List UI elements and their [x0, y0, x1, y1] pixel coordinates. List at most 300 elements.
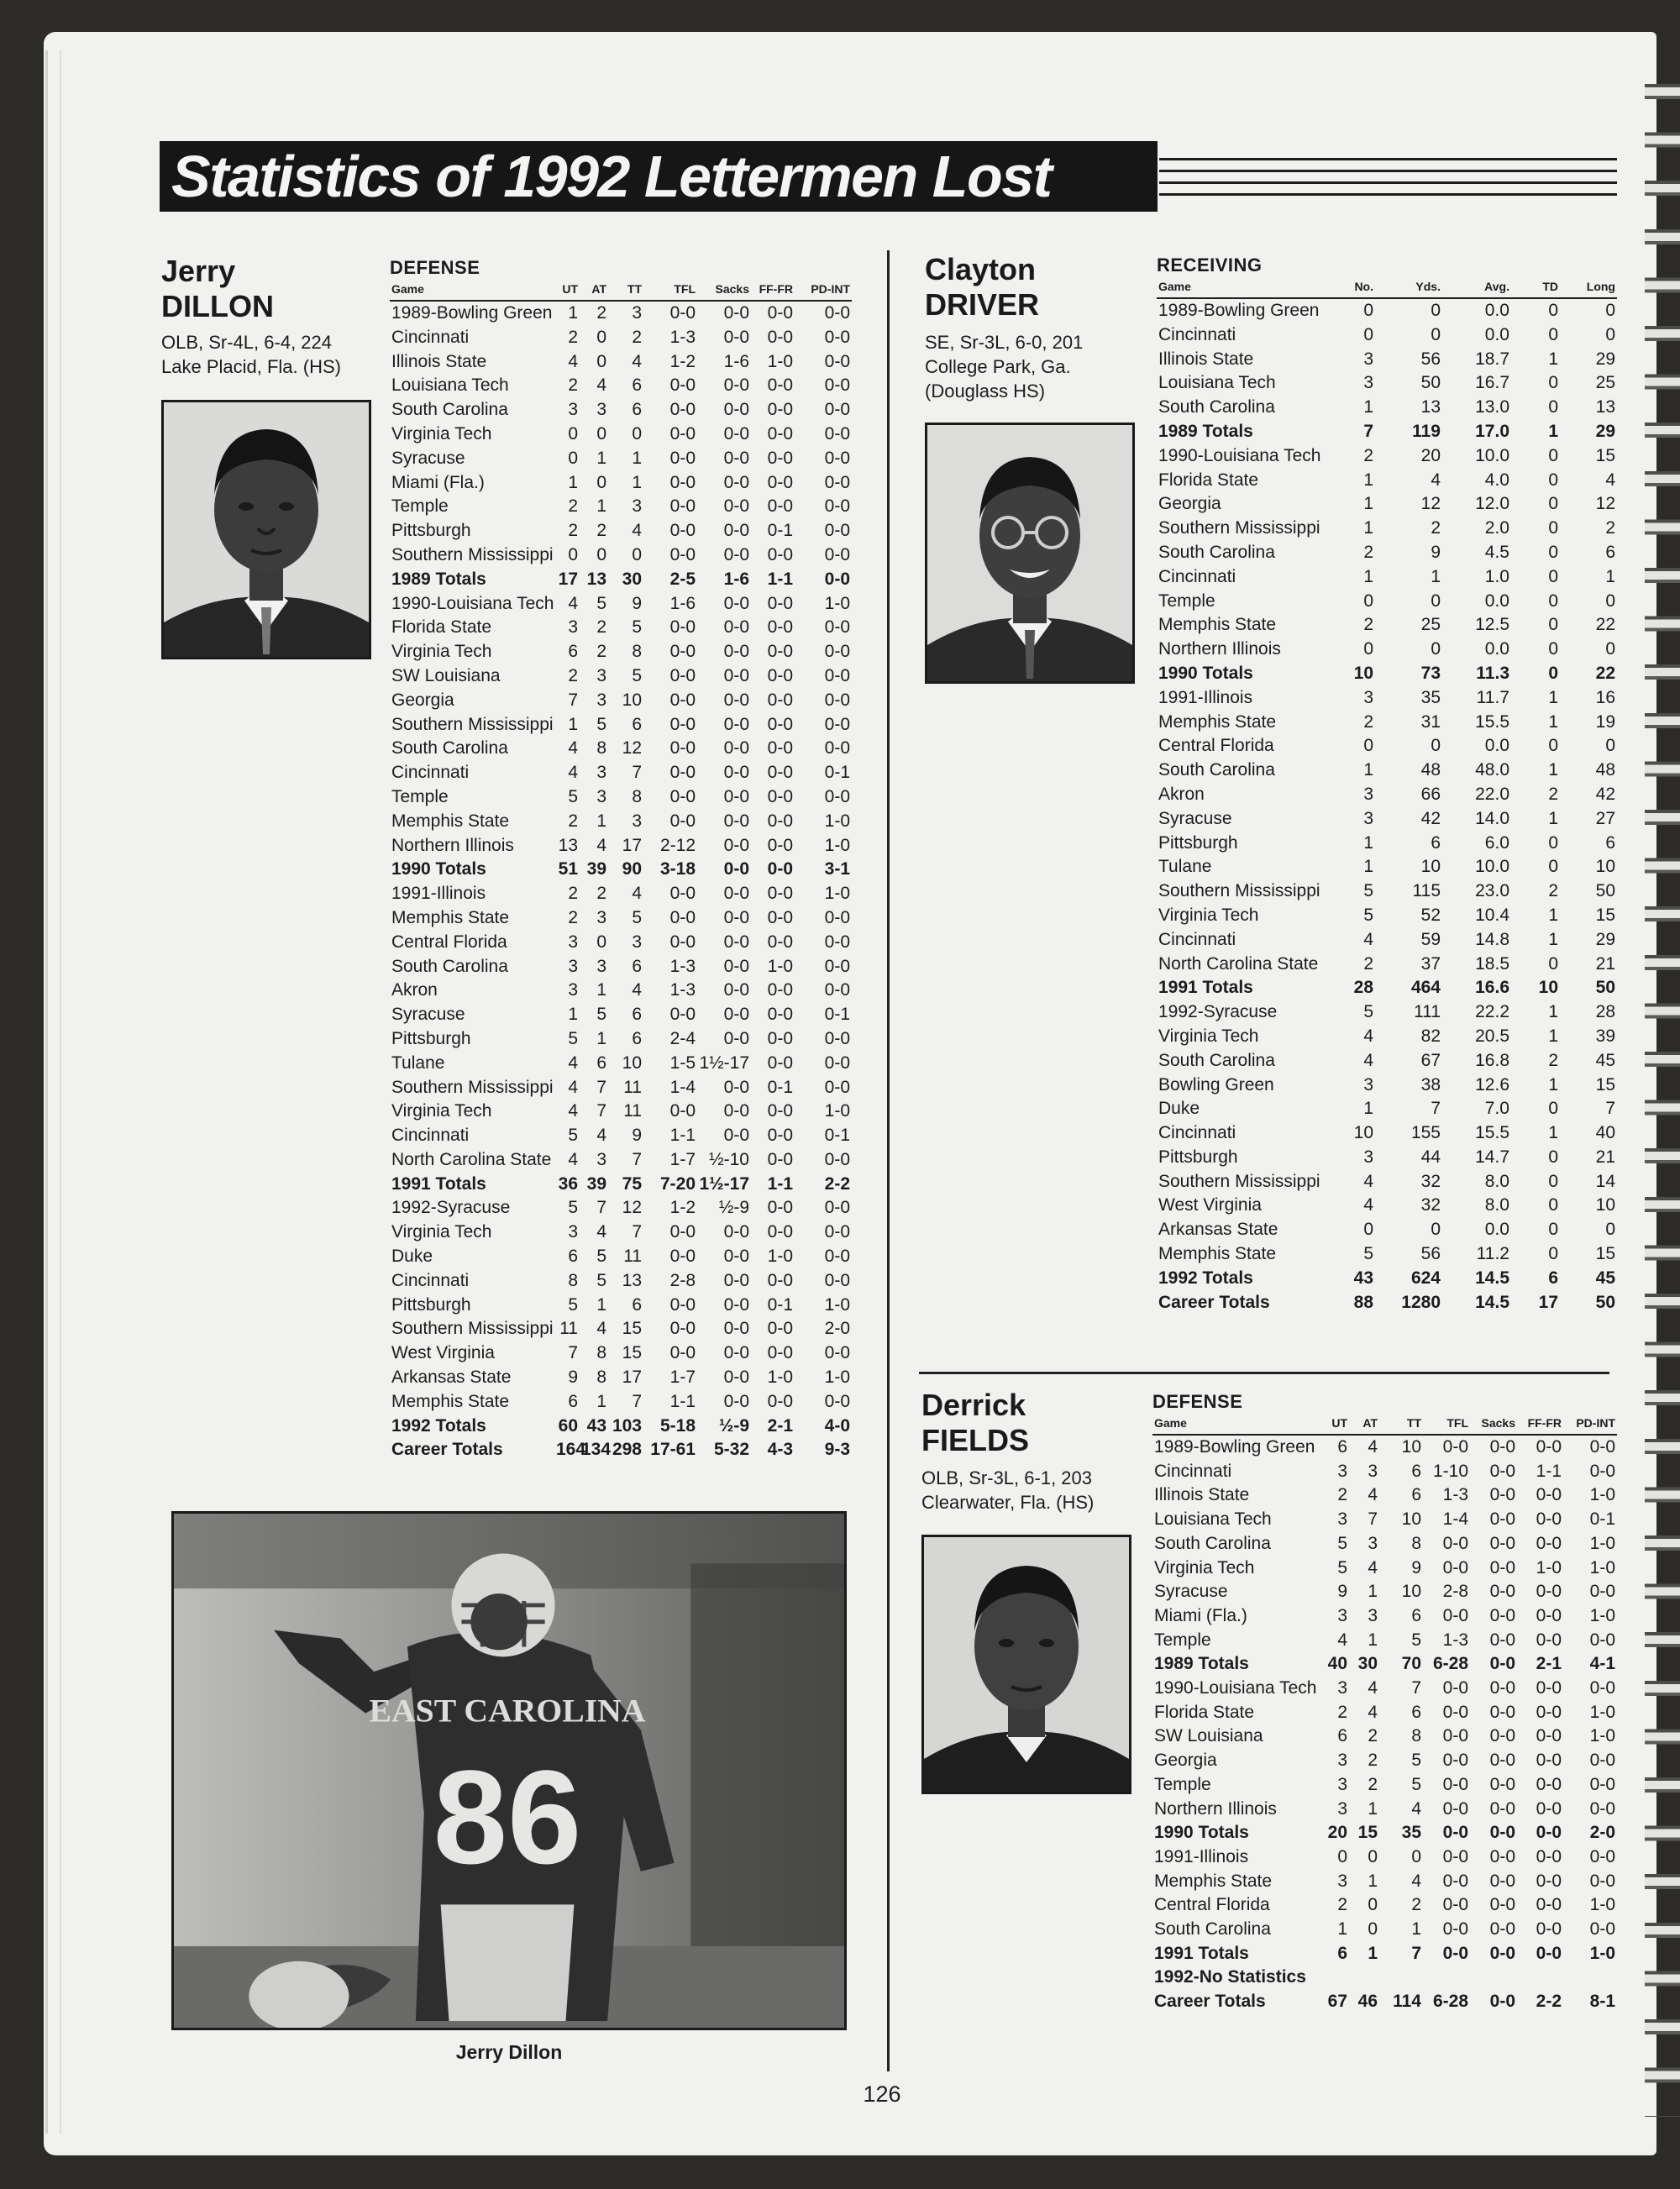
- stats-row: [1157, 348, 1617, 372]
- stat-cell: 8: [568, 1270, 578, 1290]
- stat-cell: 1: [1368, 1943, 1378, 1963]
- game-cell: Syracuse: [391, 448, 465, 468]
- stat-cell: 0-0: [669, 472, 696, 492]
- game-cell: Bowling Green: [1158, 1074, 1274, 1094]
- stat-cell: 9-3: [824, 1440, 850, 1460]
- stat-cell: 0-0: [824, 1270, 850, 1290]
- stat-cell: 0: [1548, 1220, 1558, 1240]
- stat-cell: 15: [1595, 1074, 1615, 1094]
- stat-cell: 0-0: [824, 1391, 850, 1411]
- page-stack-edge: [45, 50, 61, 2134]
- stats-row: [390, 326, 852, 350]
- stat-cell: 0-0: [1536, 1871, 1562, 1891]
- game-cell: Arkansas State: [391, 1367, 512, 1388]
- stat-cell: 0-0: [1536, 1751, 1562, 1771]
- stats-row: [390, 689, 852, 713]
- stat-cell: 0-0: [723, 763, 749, 783]
- stat-cell: 0-0: [767, 932, 793, 952]
- stat-cell: 23.0: [1475, 881, 1509, 901]
- stat-cell: 4: [568, 763, 578, 783]
- stat-cell: 3: [568, 956, 578, 976]
- stat-cell: 51: [558, 859, 578, 879]
- stats-row: [390, 568, 852, 592]
- stat-cell: 2: [1548, 784, 1558, 804]
- game-cell: Northern Illinois: [1154, 1798, 1277, 1819]
- stat-cell: 4-0: [824, 1415, 850, 1436]
- stat-cell: 4: [568, 1149, 578, 1169]
- stat-cell: 12: [622, 1198, 642, 1218]
- stat-cell: 12: [1420, 494, 1441, 514]
- stat-cell: 0-0: [767, 1126, 793, 1146]
- stats-row: [390, 931, 852, 955]
- stats-row: [1157, 976, 1617, 1000]
- stat-cell: 6: [1337, 1437, 1347, 1457]
- stats-row: [390, 979, 852, 1003]
- stat-cell: 16: [1595, 687, 1615, 707]
- stat-cell: 0-0: [1442, 1605, 1468, 1625]
- stat-cell: 1-0: [824, 811, 850, 831]
- stat-cell: 10: [1353, 1123, 1373, 1143]
- stat-cell: 0-0: [723, 738, 749, 759]
- stat-cell: 10: [1401, 1509, 1421, 1530]
- stat-cell: 32: [1420, 1171, 1441, 1191]
- stat-cell: 4: [568, 593, 578, 613]
- game-cell: South Carolina: [391, 956, 508, 976]
- game-cell: Cincinnati: [1158, 324, 1236, 344]
- stat-cell: 20: [1420, 445, 1441, 465]
- stat-cell: 3: [632, 811, 642, 831]
- stat-cell: 35: [1401, 1823, 1421, 1843]
- stat-cell: 0-0: [767, 1198, 793, 1218]
- stat-cell: 50: [1595, 1292, 1615, 1312]
- stat-cell: 6: [1605, 832, 1615, 853]
- column-divider: [887, 250, 890, 2071]
- stat-cell: 0-0: [767, 763, 793, 783]
- stat-cell: 4: [1368, 1557, 1378, 1577]
- stat-cell: 0: [1548, 953, 1558, 974]
- stat-cell: 3: [596, 763, 606, 783]
- stat-cell: 0: [1605, 639, 1615, 659]
- stat-cell: 8: [632, 786, 642, 806]
- stat-cell: 56: [1420, 1244, 1441, 1264]
- stat-cell: 0: [632, 544, 642, 564]
- stat-cell: 0-0: [1589, 1461, 1615, 1481]
- game-cell: Temple: [1158, 591, 1215, 611]
- player-headshot: [161, 400, 371, 659]
- stat-cell: 3: [1363, 784, 1373, 804]
- game-cell: 1991 Totals: [1154, 1943, 1249, 1963]
- stat-cell: 25: [1595, 373, 1615, 393]
- stat-cell: 0.0: [1484, 301, 1509, 320]
- stat-cell: 0-0: [1489, 1557, 1515, 1577]
- stat-cell: 0-0: [723, 884, 749, 904]
- stats-row: [390, 785, 852, 810]
- stat-cell: 11: [623, 1077, 642, 1097]
- stats-row: [390, 882, 852, 906]
- stat-cell: 3: [568, 400, 578, 420]
- stat-cell: 10: [1538, 978, 1558, 998]
- stat-cell: 4: [1368, 1437, 1378, 1457]
- stat-cell: 2-0: [1589, 1823, 1615, 1843]
- stat-cell: 42: [1420, 808, 1441, 828]
- stat-cell: 13: [1420, 397, 1441, 417]
- stat-cell: 0-0: [1536, 1798, 1562, 1819]
- stat-cell: 11.2: [1476, 1244, 1509, 1264]
- game-cell: Southern Mississippi: [391, 1319, 554, 1339]
- stat-cell: 0-0: [1442, 1919, 1468, 1940]
- stat-cell: 0-0: [1489, 1582, 1515, 1602]
- stat-cell: 0-0: [669, 1222, 696, 1242]
- game-cell: Southern Mississippi: [391, 1077, 554, 1097]
- stat-cell: 0-0: [824, 738, 850, 759]
- stat-cell: 2: [1337, 1485, 1347, 1505]
- stat-cell: 0-0: [1589, 1871, 1615, 1891]
- stat-cell: 0-0: [1536, 1509, 1562, 1530]
- stat-cell: 0-0: [1489, 1702, 1515, 1722]
- stat-cell: 0-0: [767, 544, 793, 564]
- stat-cell: 12.6: [1475, 1074, 1509, 1094]
- stat-cell: 0-0: [669, 714, 696, 734]
- stat-cell: 12: [1595, 494, 1615, 514]
- stat-cell: 1-0: [767, 1247, 793, 1267]
- stat-cell: 0-0: [1536, 1533, 1562, 1553]
- stats-row: [1152, 1629, 1617, 1653]
- stat-cell: 1-0: [1536, 1557, 1562, 1577]
- stat-cell: 0-0: [1489, 1751, 1515, 1771]
- stat-cell: 3: [1337, 1798, 1347, 1819]
- stat-cell: 0: [596, 351, 606, 371]
- stats-row: [1157, 638, 1617, 662]
- game-cell: 1992 Totals: [391, 1415, 486, 1436]
- game-cell: 1990 Totals: [391, 859, 486, 879]
- stat-cell: 0-0: [669, 642, 696, 662]
- stat-cell: 1: [1337, 1919, 1347, 1940]
- game-cell: South Carolina: [391, 738, 508, 759]
- stats-row: [1157, 1074, 1617, 1098]
- stat-cell: 16.6: [1475, 978, 1509, 998]
- game-cell: Miami (Fla.): [1154, 1605, 1247, 1625]
- stat-cell: 66: [1420, 784, 1441, 804]
- stat-cell: 1: [1363, 518, 1373, 538]
- stat-cell: 0-0: [723, 642, 749, 662]
- stat-cell: 114: [1393, 1992, 1421, 2012]
- stat-cell: [1517, 1966, 1563, 1990]
- game-cell: Georgia: [1158, 494, 1221, 514]
- stat-cell: 0-0: [723, 400, 749, 420]
- column-header: Sacks: [1470, 1416, 1517, 1435]
- stat-cell: 4: [1337, 1630, 1347, 1650]
- column-header: Game: [1152, 1416, 1320, 1435]
- stat-cell: 15: [1595, 445, 1615, 465]
- stat-cell: 4: [1363, 1195, 1373, 1215]
- stat-cell: 4: [1363, 1171, 1373, 1191]
- stats-row: [1157, 807, 1617, 832]
- stat-cell: 39: [586, 859, 606, 879]
- stat-cell: 2: [596, 617, 606, 638]
- stat-cell: 1: [596, 448, 606, 468]
- stat-cell: 3: [596, 907, 606, 927]
- stat-cell: 1: [1548, 760, 1558, 780]
- stats-row: [1152, 1604, 1617, 1629]
- stats-row: [390, 1027, 852, 1052]
- game-cell: South Carolina: [1158, 1050, 1275, 1070]
- stat-cell: 0: [1548, 1147, 1558, 1167]
- game-cell: Virginia Tech: [391, 1101, 492, 1121]
- stat-cell: 8: [1411, 1726, 1421, 1746]
- stat-cell: 5: [1337, 1557, 1347, 1577]
- stat-cell: 5: [568, 1294, 578, 1315]
- stats-row: [1152, 1821, 1617, 1845]
- stat-cell: 3: [1337, 1605, 1347, 1625]
- stat-cell: 17: [558, 569, 578, 589]
- game-cell: 1990-Louisiana Tech: [1154, 1678, 1317, 1698]
- game-cell: SW Louisiana: [1154, 1726, 1263, 1746]
- stat-cell: 4.5: [1484, 542, 1509, 562]
- stats-row: [1157, 711, 1617, 735]
- stat-cell: 0: [1363, 591, 1373, 611]
- stats-row: [1157, 1267, 1617, 1291]
- stat-cell: 5: [1337, 1533, 1347, 1553]
- stat-cell: 4: [632, 884, 642, 904]
- stat-cell: 7: [632, 1391, 642, 1411]
- player-first-name: Clayton: [925, 252, 1037, 286]
- stat-cell: 0-0: [669, 690, 696, 710]
- stat-cell: 624: [1410, 1268, 1441, 1288]
- game-cell: Memphis State: [391, 1391, 510, 1411]
- stat-cell: 6: [1411, 1461, 1421, 1481]
- stat-cell: 40: [1327, 1654, 1347, 1674]
- stat-cell: 0-0: [767, 786, 793, 806]
- stat-cell: 0-0: [723, 303, 749, 323]
- stat-cell: 10: [1595, 857, 1615, 877]
- stat-cell: 0-0: [767, 327, 793, 347]
- stat-cell: 1-6: [723, 569, 749, 589]
- stats-row: [1157, 1242, 1617, 1267]
- stat-cell: 298: [612, 1440, 642, 1460]
- game-cell: 1990 Totals: [1154, 1823, 1249, 1843]
- stat-cell: 119: [1412, 421, 1441, 441]
- stat-cell: 21: [1595, 953, 1615, 974]
- stat-cell: 8.0: [1484, 1171, 1509, 1191]
- stat-cell: 0-0: [767, 593, 793, 613]
- stat-cell: 2: [568, 665, 578, 685]
- game-cell: Cincinnati: [391, 327, 470, 347]
- stat-cell: 0-0: [1589, 1798, 1615, 1819]
- stat-cell: 0-0: [767, 714, 793, 734]
- stat-cell: 0: [1548, 857, 1558, 877]
- stats-table: [390, 282, 852, 1462]
- stat-cell: 0-0: [824, 1077, 850, 1097]
- stat-cell: 1: [1363, 832, 1373, 853]
- stat-cell: 0-0: [723, 521, 749, 541]
- stat-cell: 0-0: [824, 690, 850, 710]
- stat-cell: 0: [1368, 1919, 1378, 1940]
- stat-cell: 46: [1357, 1992, 1378, 2012]
- stat-cell: 11.7: [1476, 687, 1509, 707]
- stat-cell: 0: [1548, 373, 1558, 393]
- stat-cell: 9: [1411, 1557, 1421, 1577]
- stat-cell: 5: [596, 714, 606, 734]
- stat-cell: 0: [1431, 1220, 1441, 1240]
- game-cell: Arkansas State: [1158, 1220, 1278, 1240]
- stat-cell: 3: [568, 932, 578, 952]
- stat-cell: 1-1: [767, 1173, 793, 1194]
- stat-cell: 2: [568, 496, 578, 517]
- stat-cell: 0: [1368, 1846, 1378, 1866]
- stat-cell: 0-0: [767, 1343, 793, 1363]
- stat-cell: 0-0: [767, 980, 793, 1000]
- stat-cell: 0-0: [1536, 1582, 1562, 1602]
- stats-row: [390, 519, 852, 543]
- game-cell: Illinois State: [1154, 1485, 1250, 1505]
- game-cell: Akron: [391, 980, 438, 1000]
- stats-row: [1157, 1170, 1617, 1194]
- game-cell: 1989 Totals: [1154, 1654, 1249, 1674]
- stat-cell: 5: [1411, 1751, 1421, 1771]
- stat-cell: 0-0: [1489, 1630, 1515, 1650]
- stat-cell: 0-0: [669, 1247, 696, 1267]
- stats-row: [1157, 686, 1617, 711]
- stat-cell: 0: [1363, 736, 1373, 756]
- dillon-defense-stats: [390, 257, 852, 1462]
- stat-cell: 7: [1363, 421, 1373, 441]
- stat-cell: 15: [1595, 905, 1615, 925]
- column-header: PD-INT: [1563, 1416, 1617, 1435]
- stat-cell: 0-0: [723, 786, 749, 806]
- stat-cell: 5: [1363, 1244, 1373, 1264]
- stat-cell: 10.4: [1475, 905, 1509, 925]
- stat-cell: 22.2: [1475, 1002, 1509, 1022]
- stat-cell: 0-0: [767, 738, 793, 759]
- stat-cell: 8: [596, 1367, 606, 1388]
- stat-cell: 1-0: [767, 351, 793, 371]
- game-cell: Illinois State: [1158, 349, 1254, 369]
- stat-cell: 0-0: [824, 400, 850, 420]
- stat-cell: 14.8: [1475, 929, 1509, 949]
- stats-row: [1157, 565, 1617, 590]
- stat-cell: 3: [1363, 1147, 1373, 1167]
- stat-cell: 0: [1548, 445, 1558, 465]
- stat-cell: 11: [623, 1247, 642, 1267]
- stat-cell: 0-0: [669, 932, 696, 952]
- stat-cell: 28: [1353, 978, 1373, 998]
- stats-row: [1157, 783, 1617, 807]
- game-cell: 1992 Totals: [1158, 1268, 1253, 1288]
- stat-cell: 0-0: [824, 1222, 850, 1242]
- stat-cell: 0: [1548, 832, 1558, 853]
- stats-row: [1157, 396, 1617, 420]
- column-header: FF-FR: [751, 282, 795, 301]
- stat-cell: 0-0: [1489, 1726, 1515, 1746]
- stat-cell: 1-5: [669, 1053, 696, 1073]
- stat-cell: 5: [568, 1126, 578, 1146]
- stat-cell: 0-1: [824, 763, 850, 783]
- stat-cell: 0-0: [723, 859, 749, 879]
- game-cell: North Carolina State: [391, 1149, 552, 1169]
- stat-cell: 0-0: [1589, 1774, 1615, 1794]
- stat-cell: 0-0: [1489, 1533, 1515, 1553]
- game-cell: 1989-Bowling Green: [391, 303, 553, 323]
- stats-section-label: DEFENSE: [390, 257, 480, 278]
- stats-row: [390, 1269, 852, 1294]
- stat-cell: 0: [596, 423, 606, 444]
- stat-cell: 0: [1548, 1171, 1558, 1191]
- stat-cell: 6: [632, 1005, 642, 1025]
- stat-cell: 0-0: [723, 375, 749, 396]
- game-cell: Cincinnati: [391, 763, 470, 783]
- stat-cell: 1: [568, 1005, 578, 1025]
- stats-row: [390, 1341, 852, 1366]
- stat-cell: 0-0: [767, 423, 793, 444]
- stat-cell: 2: [568, 375, 578, 396]
- stat-cell: 0: [1411, 1846, 1421, 1866]
- stat-cell: 44: [1420, 1147, 1441, 1167]
- column-header: TT: [1379, 1416, 1423, 1435]
- stat-cell: 0-0: [1536, 1678, 1562, 1698]
- stat-cell: 3: [568, 980, 578, 1000]
- stat-cell: 0-0: [669, 738, 696, 759]
- stat-cell: 0-0: [723, 1126, 749, 1146]
- stat-cell: 10: [622, 1053, 642, 1073]
- stat-cell: 5: [632, 665, 642, 685]
- stat-cell: 8: [1411, 1533, 1421, 1553]
- stat-cell: 18.5: [1475, 953, 1509, 974]
- stat-cell: 4: [1411, 1798, 1421, 1819]
- stat-cell: 0.0: [1484, 736, 1509, 756]
- stat-cell: 1: [1363, 1099, 1373, 1119]
- stat-cell: 7.0: [1484, 1099, 1509, 1119]
- stats-row: [390, 1294, 852, 1318]
- stat-cell: 1: [1363, 760, 1373, 780]
- stat-cell: 0-0: [767, 1391, 793, 1411]
- stat-cell: 4: [596, 1222, 606, 1242]
- stat-cell: 0-0: [669, 496, 696, 517]
- stat-cell: 8: [596, 738, 606, 759]
- column-header: Avg.: [1442, 280, 1511, 298]
- stats-row: [390, 1148, 852, 1173]
- stat-cell: 1-7: [669, 1367, 696, 1388]
- stats-row: [1157, 879, 1617, 904]
- stat-cell: 0: [1548, 542, 1558, 562]
- stat-cell: 0: [1548, 591, 1558, 611]
- stats-row: [1157, 1218, 1617, 1242]
- stat-cell: 45: [1595, 1268, 1615, 1288]
- stat-cell: 1-1: [669, 1126, 696, 1146]
- stat-cell: 2: [1363, 953, 1373, 974]
- stat-cell: 15: [622, 1343, 642, 1363]
- game-cell: South Carolina: [1158, 542, 1275, 562]
- stat-cell: 3: [568, 1222, 578, 1242]
- stats-row: [1152, 1918, 1617, 1942]
- stat-cell: 88: [1353, 1292, 1373, 1312]
- stat-cell: 1: [596, 1294, 606, 1315]
- stat-cell: 52: [1420, 905, 1441, 925]
- game-cell: Virginia Tech: [391, 1222, 492, 1242]
- stats-row: [390, 1124, 852, 1148]
- stat-cell: 1-0: [824, 835, 850, 855]
- stat-cell: 5: [568, 1198, 578, 1218]
- stat-cell: 0-0: [824, 1198, 850, 1218]
- game-cell: 1991-Illinois: [1154, 1846, 1249, 1866]
- stat-cell: 1: [1368, 1630, 1378, 1650]
- stat-cell: 0-0: [1489, 1654, 1515, 1674]
- column-header: No.: [1325, 280, 1375, 298]
- stat-cell: 13: [1595, 397, 1615, 417]
- stat-cell: 0-0: [824, 642, 850, 662]
- stat-cell: 0-0: [1489, 1678, 1515, 1698]
- game-cell: 1992-No Statistics: [1154, 1967, 1306, 1987]
- stat-cell: 2-1: [1536, 1654, 1562, 1674]
